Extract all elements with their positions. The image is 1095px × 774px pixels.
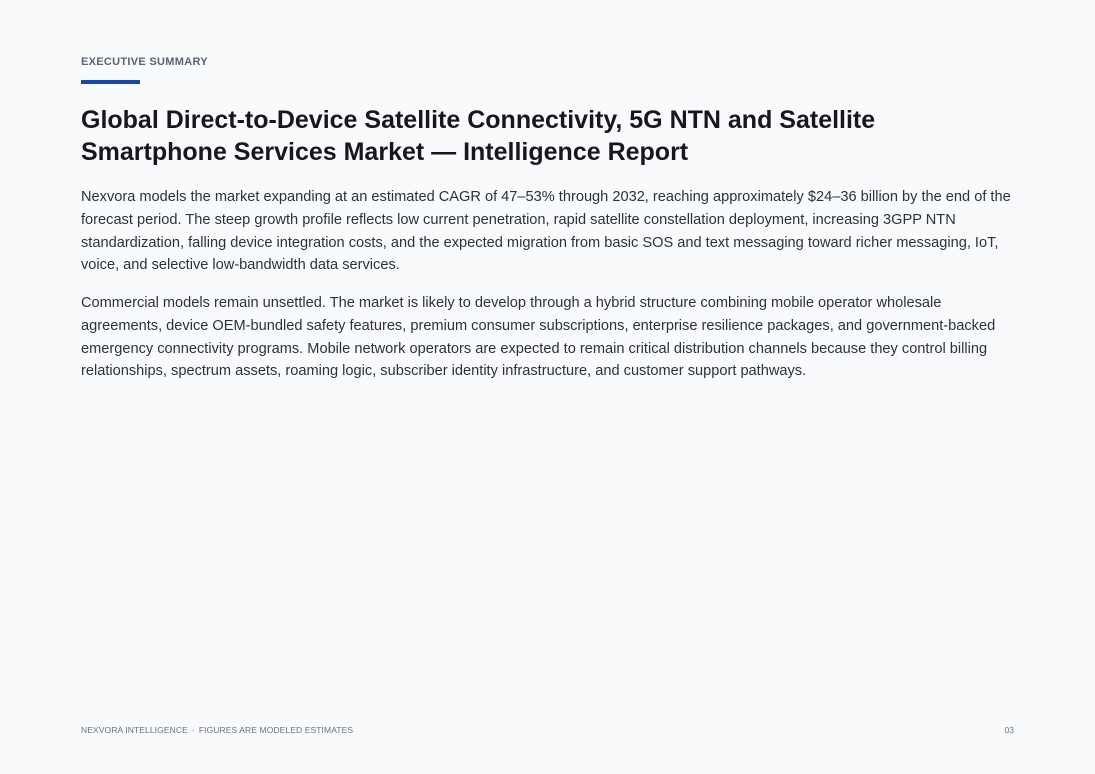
footer-attribution xyxy=(81,725,353,735)
summary-paragraph-2: Commercial models remain unsettled. The market is likely to develop through a hybrid structure combining mobile operator wholesale agreements, device OEM-bundled safety features, premium consumer subscriptions, enterprise resilience packages, and government-backed emergency connectivity programs. Mobile network operators are expected to remain critical distribution channels because they control billing relationships, spectrum assets, roaming logic, subscriber identity infrastructure, and customer support pathways. xyxy=(81,295,996,380)
report-page xyxy=(81,0,1015,774)
footer-note: FIGURES ARE MODELED ESTIMATES xyxy=(198,725,354,735)
section-eyebrow: EXECUTIVE SUMMARY xyxy=(81,56,208,68)
footer-separator: · xyxy=(191,725,195,735)
page-title: Global Direct-to-Device Satellite Connectivity, 5G NTN and Satellite Smartphone Services Market — Intelligence Report xyxy=(81,106,876,166)
accent-rule xyxy=(81,80,140,84)
summary-paragraph-1: Nexvora models the market expanding at an estimated CAGR of 47–53% through 2032, reaching approximately $24–36 billion by the end of the forecast period. The steep growth profile reflects low current penetration, rapid satellite constellation deployment, increasing 3GPP NTN standardization, falling device integration costs, and the expected migration from basic SOS and text messaging toward richer messaging, IoT, voice, and selective low-bandwidth data services. xyxy=(81,189,1011,274)
footer-brand: NEXVORA INTELLIGENCE xyxy=(81,725,188,735)
page-number: 03 xyxy=(1004,725,1014,735)
